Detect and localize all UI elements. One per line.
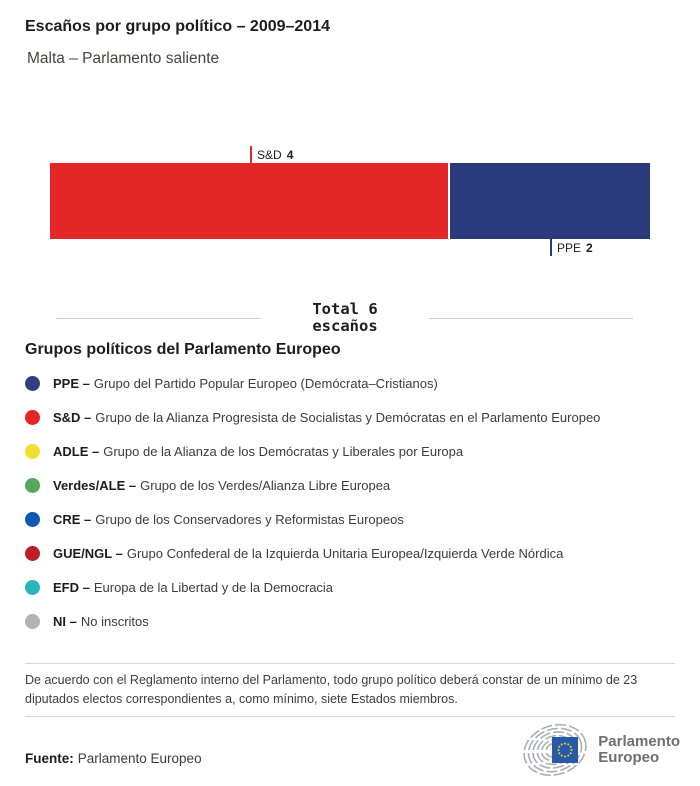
total-rule-right — [429, 318, 633, 319]
bar-label-group: S&D — [257, 147, 282, 162]
legend-item-text — [53, 444, 463, 459]
bar-annotations-above — [50, 145, 650, 163]
legend-item-text — [53, 478, 390, 493]
ep-logo-line-1: Parlamento — [598, 733, 680, 750]
divider-bottom — [25, 716, 675, 717]
divider-top — [25, 663, 675, 664]
footnote: De acuerdo con el Reglamento interno del Parlamento, todo grupo político deberá constar de un mínimo de 23 diputados electos correspondientes a, como mínimo, siete Estados miembros. — [25, 673, 638, 706]
total-seats — [57, 301, 633, 335]
ep-logo-text — [598, 734, 680, 766]
seats-chart — [50, 145, 650, 257]
ep-logo — [521, 724, 680, 776]
legend-dot — [25, 376, 40, 391]
total-seats-label — [275, 301, 415, 335]
legend-item-s-d — [25, 400, 600, 434]
legend-item-adle — [25, 434, 600, 468]
page-subtitle: Malta – Parlamento saliente — [27, 50, 220, 67]
seats-bar — [50, 163, 650, 239]
legend-dot — [25, 444, 40, 459]
legend-item-abbr: PPE – — [53, 375, 90, 391]
legend-item-ni — [25, 604, 600, 638]
legend-dot — [25, 478, 40, 493]
legend-dot — [25, 410, 40, 425]
legend-item-text — [53, 546, 563, 561]
ep-hemicycle-icon — [521, 724, 591, 776]
legend-item-text — [53, 410, 600, 425]
legend-item-abbr: GUE/NGL – — [53, 545, 123, 561]
bar-label-ppe — [550, 239, 593, 256]
legend-dot — [25, 614, 40, 629]
bar-label-seats: 4 — [286, 147, 294, 162]
legend-item-abbr: CRE – — [53, 511, 92, 527]
legend-item-cre — [25, 502, 600, 536]
legend-item-efd — [25, 570, 600, 604]
legend-dot — [25, 580, 40, 595]
bar-segment-s-d — [50, 163, 450, 239]
bar-label-group: PPE — [557, 240, 582, 255]
legend-item-desc: Grupo Confederal de la Izquierda Unitaria Europea/Izquierda Verde Nórdica — [126, 545, 564, 561]
legend-item-desc: Grupo del Partido Popular Europeo (Demócrata–Cristianos) — [93, 375, 438, 391]
legend-item-abbr: ADLE – — [53, 443, 100, 459]
legend-item-abbr: Verdes/ALE – — [53, 477, 137, 493]
bar-label-tick — [250, 146, 252, 163]
legend-item-desc: Grupo de los Verdes/Alianza Libre Europea — [140, 477, 391, 493]
legend-item-text — [53, 512, 404, 527]
legend-item-abbr: EFD – — [53, 579, 90, 595]
bar-annotations-below — [50, 239, 650, 257]
legend-dot — [25, 512, 40, 527]
bar-label-seats: 2 — [586, 240, 593, 255]
source — [25, 751, 202, 766]
legend-item-verdes-ale — [25, 468, 600, 502]
legend-item-desc: No inscritos — [80, 613, 149, 629]
legend-item-desc: Europa de la Libertad y de la Democracia — [93, 579, 334, 595]
legend-item-desc: Grupo de la Alianza Progresista de Socialistas y Demócratas en el Parlamento Europeo — [95, 409, 601, 425]
legend-item-desc: Grupo de los Conservadores y Reformistas Europeos — [95, 511, 404, 527]
legend-dot — [25, 546, 40, 561]
legend-item-desc: Grupo de la Alianza de los Demócratas y Liberales por Europa — [103, 443, 464, 459]
bar-segment-ppe — [450, 163, 650, 239]
source-value: Parlamento Europeo — [77, 751, 202, 766]
total-rule-left — [57, 318, 261, 319]
legend-item-ppe — [25, 366, 600, 400]
legend-item-text — [53, 580, 333, 595]
ep-logo-line-2: Europeo — [598, 749, 660, 766]
eu-flag-icon — [552, 737, 578, 763]
total-line-2: escaños — [312, 317, 378, 335]
legend-item-text — [53, 614, 149, 629]
legend-heading: Grupos políticos del Parlamento Europeo — [25, 341, 341, 358]
legend-item-gue-ngl — [25, 536, 600, 570]
bar-label-tick — [550, 239, 552, 256]
total-line-1: Total 6 — [312, 300, 378, 318]
bar-label-s-d — [250, 146, 293, 163]
page-title: Escaños por grupo político – 2009–2014 — [25, 18, 330, 35]
source-label: Fuente: — [25, 751, 74, 766]
legend-item-text — [53, 376, 438, 391]
legend-list — [25, 366, 600, 638]
legend-item-abbr: S&D – — [53, 409, 92, 425]
legend-item-abbr: NI – — [53, 613, 77, 629]
